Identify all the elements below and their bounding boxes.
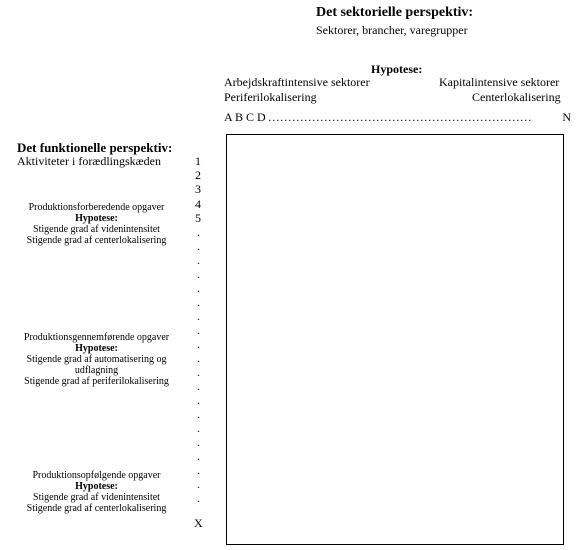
axis-dot: . — [197, 435, 200, 449]
axis-number-4: 4 — [195, 197, 201, 211]
sectoral-axis-start: A B C D — [224, 110, 266, 124]
sectoral-right-location: Centerlokalisering — [472, 90, 561, 104]
axis-dot: . — [197, 225, 200, 239]
axis-number-5: 5 — [195, 211, 201, 225]
group-hypothesis-label: Hypotese: — [75, 343, 118, 354]
axis-dot: . — [197, 323, 200, 337]
axis-number-1: 1 — [195, 154, 201, 168]
axis-dot: . — [197, 337, 200, 351]
axis-dot: . — [197, 407, 200, 421]
axis-dot: . — [197, 267, 200, 281]
axis-dot: . — [197, 309, 200, 323]
axis-dot: . — [197, 351, 200, 365]
sectoral-title: Det sektorielle perspektiv: — [316, 5, 474, 20]
sectoral-axis — [224, 110, 571, 125]
group-line: Stigende grad af centerlokalisering — [26, 235, 167, 246]
group-preparatory — [4, 202, 189, 246]
axis-dot: . — [197, 239, 200, 253]
sectoral-hypothesis-label: Hypotese: — [371, 62, 423, 76]
group-line: Stigende grad af videnintensitet — [33, 224, 160, 235]
axis-dot: . — [197, 253, 200, 267]
axis-dot: . — [197, 281, 200, 295]
group-line: Stigende grad af periferilokalisering — [24, 376, 169, 387]
axis-dot: . — [197, 295, 200, 309]
axis-dot: . — [197, 393, 200, 407]
sectoral-left-pole: Arbejdskraftintensive sektorer — [224, 75, 370, 89]
group-hypothesis-label: Hypotese: — [75, 213, 118, 224]
functional-chain-label: Aktiviteter i forædlingskæden — [17, 154, 161, 168]
group-line: Stigende grad af centerlokalisering — [26, 503, 167, 514]
axis-dot: . — [197, 463, 200, 477]
group-title: Produktionsopfølgende opgaver — [32, 470, 161, 481]
axis-dot: . — [197, 379, 200, 393]
group-executing — [4, 332, 189, 387]
group-hypothesis-label: Hypotese: — [75, 481, 118, 492]
functional-axis-end: X — [194, 516, 203, 530]
group-line: udflagning — [74, 365, 119, 376]
axis-number-2: 2 — [195, 168, 201, 182]
sectoral-axis-dots: ………………………………………………………… — [267, 110, 532, 124]
axis-number-3: 3 — [195, 182, 201, 196]
axis-dot: . — [197, 449, 200, 463]
axis-dot: . — [197, 491, 200, 505]
sectoral-left-location: Periferilokalisering — [224, 90, 317, 104]
sectoral-right-pole: Kapitalintensive sektorer — [439, 75, 560, 89]
axis-dot: . — [197, 365, 200, 379]
group-followup — [4, 470, 189, 514]
functional-title: Det funktionelle perspektiv: — [17, 140, 173, 155]
sectoral-subtitle: Sektorer, brancher, varegrupper — [316, 23, 468, 37]
axis-dot: . — [197, 421, 200, 435]
group-title: Produktionsgennemførende opgaver — [23, 332, 170, 343]
group-line: Stigende grad af automatisering og — [26, 354, 167, 365]
sectoral-axis-end: N — [562, 110, 571, 124]
group-line: Stigende grad af videnintensitet — [33, 492, 160, 503]
group-title: Produktionsforberedende opgaver — [28, 202, 165, 213]
axis-dot: . — [197, 477, 200, 491]
matrix-box — [226, 134, 564, 545]
